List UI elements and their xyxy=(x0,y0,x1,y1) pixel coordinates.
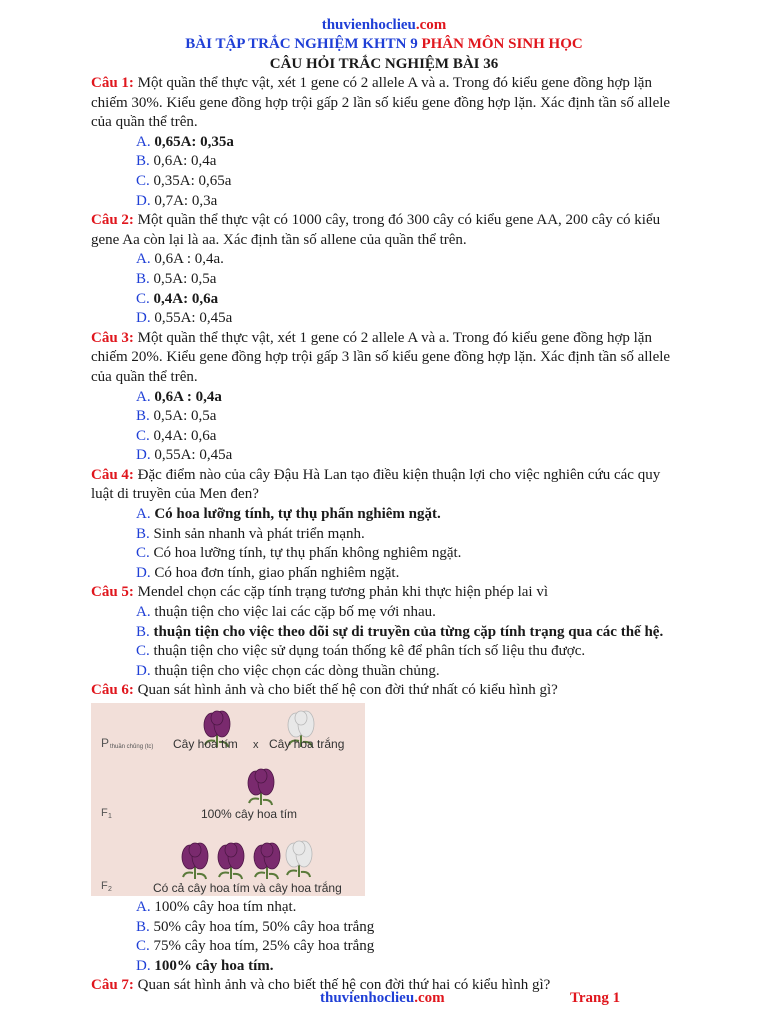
option-text: 100% cây hoa tím nhạt. xyxy=(154,899,297,915)
option-text: 0,4A: 0,6a xyxy=(153,427,217,444)
option-text: 0,6A: 0,4a xyxy=(153,153,217,170)
question-label: Câu 5: xyxy=(91,584,134,601)
question-label: Câu 1: xyxy=(91,75,134,91)
option-text: Sinh sản nhanh và phát triển mạnh. xyxy=(153,525,365,542)
option-label: C. xyxy=(136,172,150,189)
document-title xyxy=(0,36,768,53)
question-label: Câu 3: xyxy=(91,329,134,346)
option-a[interactable] xyxy=(136,133,681,153)
option-label: C. xyxy=(136,938,150,955)
option-label: C. xyxy=(136,290,150,307)
option-label: D. xyxy=(136,447,151,464)
cross-symbol: x xyxy=(253,739,259,751)
p-right-label: Cây hoa trắng xyxy=(269,737,345,751)
p-label: P xyxy=(101,736,110,750)
option-c[interactable] xyxy=(136,290,681,310)
question-text: Đặc điểm nào của cây Đậu Hà Lan tạo điều kiện thuận lợi cho việc nghiên cứu các quy luật di truyền của Men đen? xyxy=(91,466,661,503)
option-text: thuận tiện cho việc chọn các dòng thuần chủng. xyxy=(154,662,440,679)
option-b[interactable] xyxy=(136,270,681,290)
option-label: A. xyxy=(136,506,151,523)
option-text: Có hoa đơn tính, giao phấn nghiêm ngặt. xyxy=(154,564,400,581)
option-label: B. xyxy=(136,153,150,170)
option-label: A. xyxy=(136,251,151,268)
question-label: Câu 7: xyxy=(91,977,134,994)
f1-text: 100% cây hoa tím xyxy=(201,807,298,821)
question-text: Một quần thể thực vật có 1000 cây, trong đó 300 cây có kiểu gene AA, 200 cây có kiểu gene Aa còn lại là aa. Xác định tần số allene của quần thể trên. xyxy=(91,212,661,248)
option-label: B. xyxy=(136,918,150,935)
option-label: D. xyxy=(136,564,151,581)
option-d[interactable] xyxy=(136,662,681,682)
option-text: 0,55A: 0,45a xyxy=(154,310,233,327)
question-5 xyxy=(91,583,681,603)
option-label: C. xyxy=(136,545,150,562)
option-label: D. xyxy=(136,192,151,209)
option-text: 0,7A: 0,3a xyxy=(154,192,218,209)
title-part2: PHÂN MÔN SINH HỌC xyxy=(421,36,583,52)
option-text: thuận tiện cho việc lai các cặp bố mẹ với nhau. xyxy=(154,604,436,621)
option-text: Có hoa lưỡng tính, tự thụ phấn nghiêm ngặt. xyxy=(154,506,441,523)
option-text: 0,35A: 0,65a xyxy=(153,172,232,189)
option-text: 0,6A : 0,4a xyxy=(154,388,222,405)
question-text: Một quần thể thực vật, xét 1 gene có 2 allele A và a. Trong đó kiểu gene đồng hợp lặn chiếm 30%. Kiểu gene đồng hợp trội gấp 2 lần số kiểu gene đồng hợp lặn. Xác định tần số allele của quần thể trên. xyxy=(91,75,671,131)
option-label: B. xyxy=(136,525,150,542)
option-c[interactable] xyxy=(136,172,681,192)
p-sub: thuần chủng (tc) xyxy=(110,744,154,750)
option-text: thuận tiện cho việc sử dụng toán thống kê để phân tích số liệu thu được. xyxy=(153,643,586,660)
option-text: 0,5A: 0,5a xyxy=(153,408,217,425)
footer-site[interactable] xyxy=(320,990,445,1007)
question-text: Quan sát hình ảnh và cho biết thế hệ con đời thứ hai có kiểu hình gì? xyxy=(133,977,551,994)
question-1 xyxy=(91,74,681,133)
option-d[interactable] xyxy=(136,446,681,466)
question-6 xyxy=(91,681,681,701)
f1-sub: 1 xyxy=(108,813,112,820)
question-label: Câu 4: xyxy=(91,466,134,483)
p-left-label: Cây hoa tím xyxy=(173,737,238,751)
option-b[interactable] xyxy=(136,152,681,172)
page-number: Trang 1 xyxy=(570,990,621,1006)
option-label: B. xyxy=(136,270,150,287)
option-a[interactable] xyxy=(136,250,681,270)
site-header xyxy=(0,17,768,34)
option-b[interactable] xyxy=(136,525,681,545)
option-label: A. xyxy=(136,388,151,405)
option-text: 0,6A : 0,4a. xyxy=(154,251,224,268)
option-text: 0,5A: 0,5a xyxy=(153,270,217,287)
option-a[interactable] xyxy=(136,505,681,525)
option-a[interactable] xyxy=(136,898,681,918)
option-c[interactable] xyxy=(136,642,681,662)
option-text: 0,65A: 0,35a xyxy=(154,133,234,150)
option-text: 0,55A: 0,45a xyxy=(154,447,233,464)
option-label: C. xyxy=(136,643,150,660)
option-a[interactable] xyxy=(136,388,681,408)
genetics-cross-figure xyxy=(91,703,365,896)
option-label: B. xyxy=(136,408,150,425)
option-text: thuận tiện cho việc theo dõi sự di truyền của từng cặp tính trạng qua các thế hệ. xyxy=(153,623,664,640)
question-label: Câu 6: xyxy=(91,682,134,699)
f2-text: Có cả cây hoa tím và cây hoa trắng xyxy=(153,881,342,895)
option-text: 50% cây hoa tím, 50% cây hoa trắng xyxy=(153,918,375,935)
option-label: A. xyxy=(136,133,151,150)
question-3 xyxy=(91,329,681,388)
question-list xyxy=(91,74,681,996)
option-d[interactable] xyxy=(136,564,681,584)
site-name[interactable]: thuvienhoclieu xyxy=(321,17,416,33)
f2-label: F xyxy=(101,880,108,892)
option-text: 0,4A: 0,6a xyxy=(153,290,219,307)
option-b[interactable] xyxy=(136,623,681,643)
option-label: A. xyxy=(136,899,151,915)
question-text: Mendel chọn các cặp tính trạng tương phản khi thực hiện phép lai vì xyxy=(133,584,548,601)
option-text: Có hoa lưỡng tính, tự thụ phấn không nghiêm ngặt. xyxy=(153,545,462,562)
option-text: 75% cây hoa tím, 25% cây hoa trắng xyxy=(153,938,375,955)
site-domain[interactable]: .com xyxy=(415,17,447,33)
question-text: Quan sát hình ảnh và cho biết thế hệ con đời thứ nhất có kiểu hình gì? xyxy=(133,682,558,699)
footer-site-name[interactable]: thuvienhoclieu xyxy=(320,990,415,1006)
option-label: B. xyxy=(136,623,150,640)
question-label: Câu 2: xyxy=(91,212,134,229)
question-4 xyxy=(91,466,681,505)
option-label: A. xyxy=(136,604,151,621)
option-d[interactable] xyxy=(136,309,681,329)
footer-site-domain[interactable]: .com xyxy=(414,990,445,1006)
f2-sub: 2 xyxy=(108,886,112,893)
option-d[interactable] xyxy=(136,957,681,977)
title-part1: BÀI TẬP TRẮC NGHIỆM KHTN 9 xyxy=(185,36,422,52)
option-c[interactable] xyxy=(136,937,681,957)
option-b[interactable] xyxy=(136,407,681,427)
option-label: C. xyxy=(136,427,150,444)
question-2 xyxy=(91,211,681,250)
option-c[interactable] xyxy=(136,544,681,564)
option-a[interactable] xyxy=(136,603,681,623)
f1-label: F xyxy=(101,807,108,819)
option-label: D. xyxy=(136,957,151,974)
option-label: D. xyxy=(136,662,151,679)
option-label: D. xyxy=(136,310,151,327)
question-text: Một quần thể thực vật, xét 1 gene có 2 allele A và a. Trong đó kiểu gene đồng hợp lặn chiếm 20%. Kiểu gene đồng hợp trội gấp 3 lần số kiểu gene đồng hợp lặn. Xác định tần số allele của quần thể trên. xyxy=(91,329,671,385)
option-c[interactable] xyxy=(136,427,681,447)
option-b[interactable] xyxy=(136,918,681,938)
option-d[interactable] xyxy=(136,192,681,212)
document-subtitle: CÂU HỎI TRẮC NGHIỆM BÀI 36 xyxy=(269,56,499,72)
option-text: 100% cây hoa tím. xyxy=(154,957,274,974)
